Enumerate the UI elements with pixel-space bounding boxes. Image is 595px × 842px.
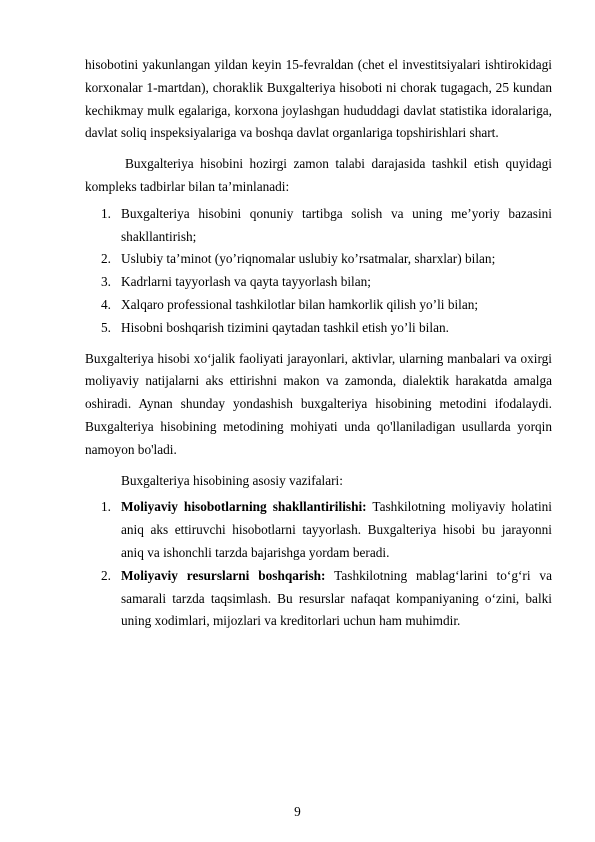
list-item-text: Buxgalteriya hisobini qonuniy tartibga solish va uning me’yoriy bazasini shakllantirish;	[121, 205, 552, 244]
list-item	[85, 203, 552, 249]
list-item-text: Tashkilotning mablag‘larini to‘g‘ri va samarali tarzda taqsimlash. Bu resurslar nafaqat kompaniyaning o‘zini, balki uning xodimlari, mijozlari va kreditorlari uchun ham muhimdir.	[121, 567, 552, 629]
list-item-title: Moliyaviy resurslarni boshqarish:	[121, 567, 326, 583]
list-number: 1.	[101, 499, 111, 515]
list-number: 2.	[101, 251, 111, 267]
list-item-title: Moliyaviy hisobotlarning shakllantirilishi:	[121, 499, 367, 515]
list-item	[85, 271, 552, 294]
measures-list	[85, 203, 552, 340]
page-number: 9	[294, 804, 301, 819]
list-item-text: Hisobni boshqarish tizimini qaytadan tashkil etish yo’li bilan.	[121, 319, 449, 335]
list-item-text: Xalqaro professional tashkilotlar bilan hamkorlik qilish yo’li bilan;	[121, 296, 479, 312]
paragraph-organization-intro: Buxgalteriya hisobini hozirgi zamon talabi darajasida tashkil etish quyidagi kompleks tadbirlar bilan ta’minlanadi:	[85, 156, 552, 194]
list-item-text: Kadrlarni tayyorlash va qayta tayyorlash bilan;	[121, 274, 371, 290]
list-number: 3.	[101, 274, 111, 290]
list-item	[85, 317, 552, 340]
paragraph-accounting-method: Buxgalteriya hisobi xo‘jalik faoliyati jarayonlari, aktivlar, ularning manbalari va oxirgi moliyaviy natijalarni aks ettirishni makon va zamonda, dialektik harakatda amalga oshiradi. Aynan shunday yondashish buxgalteriya hisobining metodini ifodalaydi. Buxgalteriya hisobining metodining mohiyati unda qo'llaniladigan usullarda yorqin namoyon bo'ladi.	[85, 350, 552, 457]
list-item	[85, 565, 552, 633]
list-number: 1.	[101, 205, 111, 221]
paragraph-reporting-deadlines: hisobotini yakunlangan yildan keyin 15-fevraldan (chet el investitsiyalari ishtirokidagi korxonalar 1-martdan), choraklik Buxgalteriya hisoboti ni chorak tugagach, 25 kundan kechikmay mulk egalariga, korxona joylashgan hududdagi davlat statistika idoralariga, davlat soliq inspeksiyalariga va boshqa davlat organlariga topshirishlari shart.	[85, 57, 552, 141]
list-item-text: Tashkilotning moliyaviy holatini aniq aks ettiruvchi hisobotlarni tayyorlash. Buxgalteriya hisobi bu jarayonni aniq va ishonchli tarzda bajarishga yordam beradi.	[121, 499, 552, 560]
list-number: 4.	[101, 296, 111, 312]
list-item	[85, 248, 552, 271]
list-number: 5.	[101, 319, 111, 335]
list-item	[85, 294, 552, 317]
list-item-text: Uslubiy ta’minot (yo’riqnomalar uslubiy ko’rsatmalar, sharxlar) bilan;	[121, 251, 496, 267]
paragraph-tasks-heading: Buxgalteriya hisobining asosiy vazifalari:	[121, 472, 343, 488]
tasks-list	[85, 496, 552, 633]
document-page	[85, 54, 552, 641]
list-number: 2.	[101, 567, 111, 583]
list-item	[85, 496, 552, 564]
